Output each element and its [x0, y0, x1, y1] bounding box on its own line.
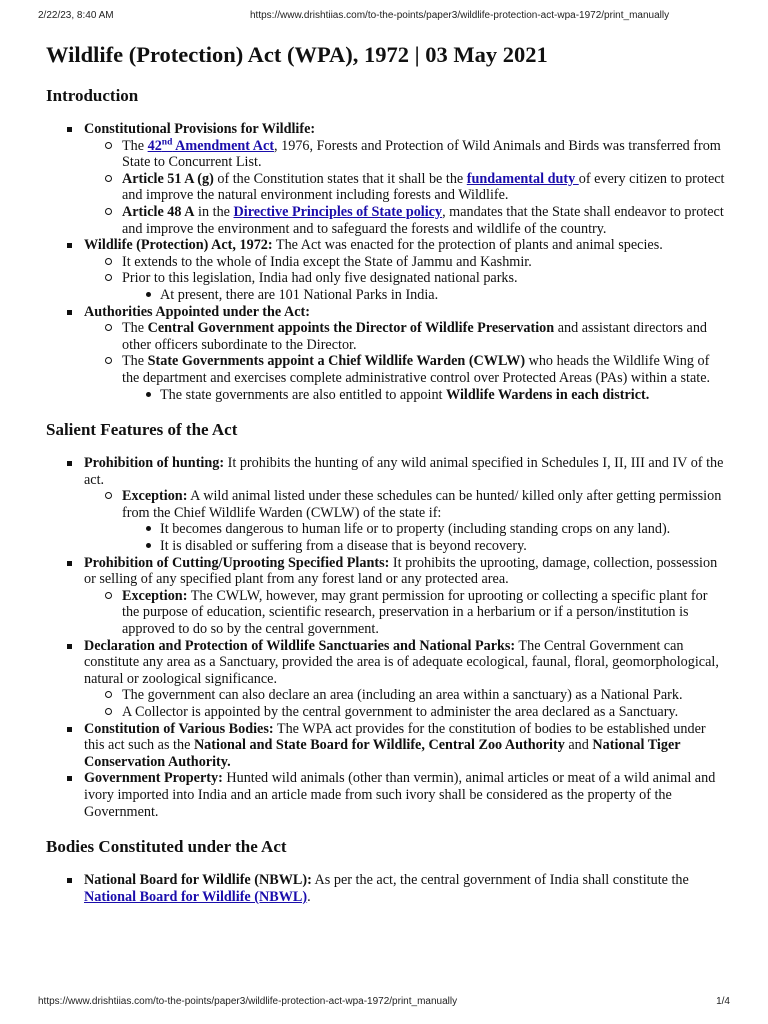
item-label: Wildlife (Protection) Act, 1972:: [84, 237, 273, 254]
item-label: Constitution of Various Bodies:: [84, 720, 274, 737]
print-header: [38, 10, 730, 24]
list-item-sanctuaries: [46, 638, 728, 721]
list-item: It extends to the whole of India except the State of Jammu and Kashmir.: [84, 254, 728, 271]
item-label: Declaration and Protection of Wildlife Sanctuaries and National Parks:: [84, 637, 516, 654]
page-title: Wildlife (Protection) Act (WPA), 1972 | 03 May 2021: [46, 42, 548, 67]
link-text: 42: [147, 137, 162, 154]
text: The Central Government can constitute any area as a Sanctuary, provided the area is of adequate ecological, faunal, floral, geomorphological, natural or zoological significance.: [84, 637, 719, 687]
text: Prior to this legislation, India had only five designated national parks.: [122, 270, 518, 287]
text: The WPA act provides for the constitution of bodies to be established under this act such as the: [84, 720, 706, 754]
text: of the Constitution states that it shall be the: [213, 170, 467, 187]
text: Hunted wild animals (other than vermin), animal articles or meat of a wild animal and ivory imported into India and an article made from such ivory shall be considered as the property of the Government.: [84, 770, 716, 820]
bold-term: Exception:: [122, 488, 188, 505]
list-item: [84, 270, 728, 303]
item-label: Authorities Appointed under the Act:: [84, 303, 310, 320]
list-item-article-48a: [84, 204, 728, 237]
list-item: It is disabled or suffering from a disease that is beyond recovery.: [122, 538, 728, 555]
link-directive-principles[interactable]: Directive Principles of State policy: [233, 203, 443, 220]
sub-list: [84, 138, 728, 238]
bold-term: Central Government appoints the Director of Wildlife Preservation: [147, 320, 555, 337]
section-heading-salient-features: Salient Features of the Act: [46, 420, 238, 440]
text: It prohibits the uprooting, damage, collection, possession or selling of any specified plant from any forest land or any protected area.: [84, 554, 718, 588]
intro-list: [46, 121, 728, 403]
text: The: [122, 353, 148, 370]
link-42nd-amendment-act[interactable]: [148, 138, 274, 154]
bold-term: Article 51 A (g): [122, 170, 214, 187]
sub-list: [84, 588, 728, 638]
list-item-article-51a: [84, 171, 728, 204]
link-text: Amendment Act: [172, 137, 275, 154]
print-datetime: 2/22/23, 8:40 AM: [38, 10, 114, 21]
list-item-exception: [84, 588, 728, 638]
text: , mandates that the State shall endeavor to protect and improve the environment and to safeguard the forests and wildlife of the country.: [122, 203, 724, 237]
list-item-wpa-1972: [46, 237, 728, 303]
item-label: Government Property:: [84, 770, 223, 787]
text: .: [307, 888, 311, 905]
list-item-prohibition-plants: [46, 555, 728, 638]
sub-sub-list: [122, 387, 728, 404]
bold-term: State Governments appoint a Chief Wildlife Warden (CWLW): [147, 353, 526, 370]
sub-list: [84, 687, 728, 720]
list-item: [84, 353, 728, 403]
text: The: [122, 320, 148, 337]
superscript: nd: [161, 136, 173, 147]
text: It prohibits the hunting of any wild animal specified in Schedules I, II, III and IV of the act.: [84, 455, 724, 488]
list-item-authorities: [46, 304, 728, 404]
text: who heads the Wildlife Wing of the department and exercises complete administrative control over Protected Areas (PAs) within a state.: [122, 353, 711, 386]
sub-sub-list: [122, 287, 728, 304]
list-item: The government can also declare an area (including an area within a sanctuary) as a National Park.: [84, 687, 728, 704]
text: of every citizen to protect and improve the natural environment including forests and Wildlife.: [122, 170, 725, 204]
text: As per the act, the central government of India shall constitute the: [311, 872, 689, 889]
bodies-list: [46, 872, 728, 905]
text: in the: [194, 203, 234, 220]
bold-term: National and State Board for Wildlife, Central Zoo Authority: [193, 737, 565, 754]
item-label: National Board for Wildlife (NBWL):: [84, 872, 312, 889]
text: The: [122, 137, 148, 154]
text: and: [564, 737, 593, 754]
list-item: At present, there are 101 National Parks in India.: [122, 287, 728, 304]
list-item: It becomes dangerous to human life or to property (including standing crops on any land).: [122, 521, 728, 538]
sub-sub-list: [122, 521, 728, 554]
text: The CWLW, however, may grant permission for uprooting or collecting a specific plant for the purpose of education, scientific research, preservation in a herbarium or if a person/institution is approved to do so by the central government.: [122, 587, 708, 638]
list-item: [84, 320, 728, 353]
list-item-prohibition-hunting: [46, 455, 728, 555]
sub-list: [84, 488, 728, 554]
section-heading-bodies: Bodies Constituted under the Act: [46, 837, 287, 857]
list-item: [122, 387, 728, 404]
text: and assistant directors and other officers subordinate to the Director.: [122, 320, 708, 353]
link-fundamental-duty[interactable]: fundamental duty: [466, 170, 579, 187]
bold-term: Article 48 A: [122, 203, 195, 220]
list-item: A Collector is appointed by the central government to administer the area declared as a Sanctuary.: [84, 704, 728, 721]
document-content: [46, 40, 728, 905]
text: The Act was enacted for the protection of plants and animal species.: [272, 237, 663, 254]
print-header-url: https://www.drishtiias.com/to-the-points/paper3/wildlife-protection-act-wpa-1972/print_manually: [250, 10, 670, 21]
bold-term: Wildlife Wardens in each district.: [446, 386, 650, 403]
list-item-constitution-bodies: [46, 721, 728, 771]
item-label: Prohibition of hunting:: [84, 455, 225, 472]
list-item-42nd-amendment: [84, 138, 728, 171]
section-heading-introduction: Introduction: [46, 86, 139, 105]
list-item-nbwl: [46, 872, 728, 905]
text: A wild animal listed under these schedules can be hunted/ killed only after getting permission from the Chief Wildlife Warden (CWLW) of the state if:: [122, 488, 722, 521]
print-footer-url: https://www.drishtiias.com/to-the-points/paper3/wildlife-protection-act-wpa-1972/print_manually: [38, 996, 458, 1007]
text: The state governments are also entitled to appoint: [160, 386, 447, 403]
link-nbwl[interactable]: National Board for Wildlife (NBWL): [84, 888, 308, 905]
bold-term: National Tiger Conservation Authority.: [84, 737, 681, 770]
features-list: [46, 455, 728, 820]
list-item-exception: [84, 488, 728, 554]
item-label: Prohibition of Cutting/Uprooting Specified Plants:: [84, 554, 390, 571]
page-number: 1/4: [716, 996, 730, 1007]
item-label: Constitutional Provisions for Wildlife:: [84, 121, 316, 137]
bold-term: Exception:: [122, 587, 188, 604]
list-item-constitutional-provisions: [46, 121, 728, 237]
list-item-government-property: [46, 770, 728, 820]
print-footer: [38, 996, 730, 1010]
sub-list: [84, 320, 728, 403]
text: , 1976, Forests and Protection of Wild Animals and Birds was transferred from State to Concurrent List.: [122, 137, 721, 171]
sub-list: [84, 254, 728, 304]
